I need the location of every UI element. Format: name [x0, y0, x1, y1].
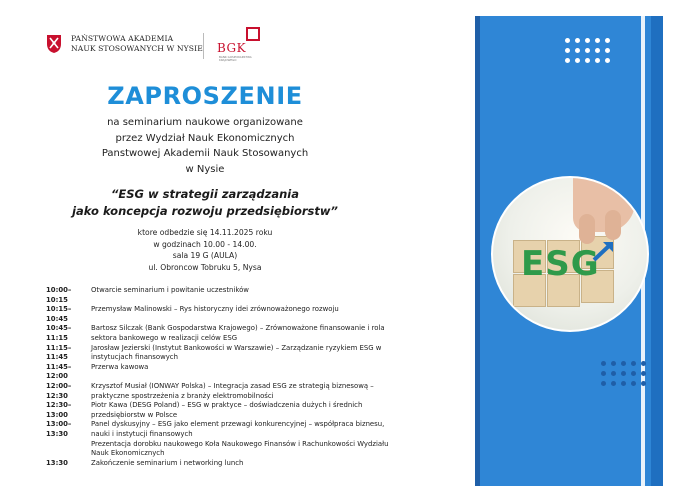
agenda-time: 10:15–10:45 [46, 305, 72, 323]
dot-icon [641, 361, 646, 366]
agenda-item [46, 344, 391, 363]
agenda-list [46, 286, 391, 468]
intro-text [70, 115, 340, 177]
dot-icon [601, 371, 606, 376]
agenda-item [46, 401, 391, 420]
event-room: sala 19 G (AULA) [172, 251, 238, 260]
event-details [100, 227, 310, 273]
dot-icon [611, 361, 616, 366]
agenda-item [46, 382, 391, 401]
event-address: ul. Obroncow Tobruku 5, Nysa [148, 262, 262, 272]
dot-icon [575, 38, 580, 43]
esg-blocks-photo [491, 176, 649, 332]
esg-text: ESG [521, 244, 600, 284]
agenda-time: 11:45–12:00 [46, 362, 72, 381]
agenda-time: 13:00–13:30 [46, 420, 72, 438]
pans-name-line1: PAŃSTWOWA AKADEMIA [71, 34, 174, 43]
agenda-description: Otwarcie seminarium i powitanie uczestników [91, 286, 249, 294]
dot-icon [601, 381, 606, 386]
dot-icon [611, 371, 616, 376]
dot-icon [595, 38, 600, 43]
band-stripe [475, 16, 480, 486]
dot-icon [595, 48, 600, 53]
dot-icon [631, 361, 636, 366]
dot-icon [605, 48, 610, 53]
agenda-item [46, 459, 391, 469]
agenda-time: 10:00–10:15 [46, 286, 72, 304]
dot-icon [605, 38, 610, 43]
dot-grid-bottom [601, 361, 646, 386]
bgk-name: BGK [217, 41, 247, 55]
agenda-item [46, 324, 391, 343]
dot-grid-top [565, 38, 610, 63]
agenda-time: 12:00–12:30 [46, 381, 72, 400]
dot-icon [621, 371, 626, 376]
intro-line: na seminarium naukowe organizowane [107, 117, 303, 128]
pans-name-line2: NAUK STOSOWANYCH W NYSIE [71, 44, 203, 53]
dot-icon [601, 361, 606, 366]
agenda-description: Panel dyskusyjny – ESG jako element przewagi konkurencyjnej – współpraca biznesu, nauki i instytucji finansowych Prezentacja dorobku naukowego Koła Naukowego Finansów i Rachunkowości Wydziału Nauk Ekonomicznych [91, 420, 389, 458]
agenda-description: Piotr Kawa (DESG Poland) – ESG w praktyce – doświadczenia dużych i średnich przedsiębiorstw w Polsce [91, 401, 363, 419]
dot-icon [565, 38, 570, 43]
dot-icon [575, 48, 580, 53]
dot-icon [575, 58, 580, 63]
bgk-square-icon [246, 27, 260, 41]
dot-icon [631, 371, 636, 376]
dot-icon [641, 381, 646, 386]
intro-line: przez Wydział Nauk Ekonomicznych [115, 132, 295, 144]
agenda-time: 10:45–11:15 [46, 324, 72, 342]
bgk-subtitle: BANK GOSPODARSTWA KRAJOWEGO [219, 55, 252, 63]
dot-icon [641, 371, 646, 376]
agenda-item [46, 286, 391, 305]
agenda-description: Krzysztof Musiał (IONWAY Polska) – Integracja zasad ESG ze strategią biznesową – praktyczne spostrzeżenia z branży elektromobilności [91, 381, 374, 400]
dot-icon [565, 58, 570, 63]
pans-logo [46, 34, 203, 54]
agenda-time: 11:15–11:45 [46, 343, 72, 362]
intro-line: Panstwowej Akademii Nauk Stosowanych [101, 148, 309, 159]
topic-line: jako koncepcja rozwoju przedsiębiorstw” [72, 204, 338, 218]
dot-icon [631, 381, 636, 386]
agenda-description: Bartosz Silczak (Bank Gospodarstwa Krajowego) – Zrównoważone finansowanie i rola sektora bankowego w realizacji celów ESG [91, 324, 385, 342]
invitation-title: ZAPROSZENIE [107, 82, 303, 110]
dot-icon [565, 48, 570, 53]
event-date: ktore odbedzie się 14.11.2025 roku [137, 228, 273, 237]
bgk-logo [214, 27, 270, 65]
agenda-time: 13:30 [46, 458, 68, 467]
event-hours: w godzinach 10.00 - 14.00. [153, 239, 257, 249]
agenda-item [46, 363, 391, 382]
band-edge [651, 16, 663, 486]
agenda-description: Zakończenie seminarium i networking lunch [91, 458, 244, 467]
seminar-topic [50, 186, 360, 220]
decorative-panel [475, 16, 663, 486]
agenda-time: 12:30–13:00 [46, 401, 72, 419]
crest-icon [46, 34, 62, 54]
dot-icon [611, 381, 616, 386]
agenda-description: Jarosław Jezierski (Instytut Bankowości w Warszawie) – Zarządzanie ryzykiem ESG w instytucjach finansowych [91, 343, 382, 362]
agenda-description: Przemysław Malinowski – Rys historyczny idei zrównoważonego rozwoju [91, 305, 339, 314]
intro-line: w Nysie [185, 163, 225, 175]
agenda-description: Przerwa kawowa [91, 362, 149, 371]
dot-icon [585, 38, 590, 43]
dot-icon [585, 58, 590, 63]
dot-icon [621, 361, 626, 366]
dot-icon [605, 58, 610, 63]
dot-icon [595, 58, 600, 63]
dot-icon [585, 48, 590, 53]
pans-name [71, 34, 203, 54]
logo-divider [203, 33, 204, 59]
agenda-item [46, 420, 391, 458]
finger-icon [605, 210, 621, 240]
growth-arrow-icon [591, 238, 617, 264]
agenda-item [46, 305, 391, 324]
topic-line: “ESG w strategii zarządzania [111, 187, 299, 201]
dot-icon [621, 381, 626, 386]
